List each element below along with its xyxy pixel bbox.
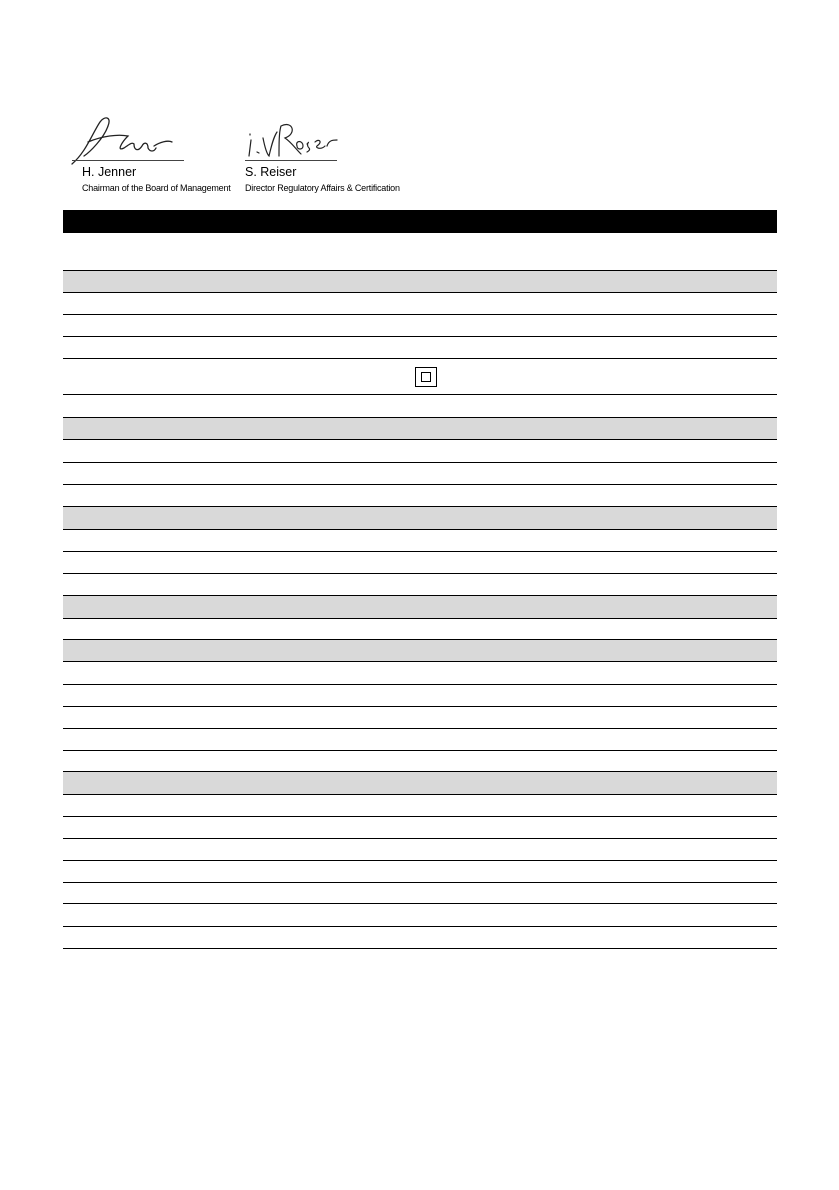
table-row — [63, 530, 777, 552]
table-row — [63, 861, 777, 883]
table-section-row — [63, 271, 777, 293]
table-section-row — [63, 418, 777, 440]
signatory-name: S. Reiser — [245, 165, 297, 179]
table-row — [63, 619, 777, 640]
table-section-row — [63, 640, 777, 662]
signatory-name: H. Jenner — [82, 165, 137, 179]
table-row — [63, 463, 777, 485]
table-section-row — [63, 507, 777, 530]
table-row — [63, 927, 777, 949]
class-ii-symbol-icon — [415, 367, 437, 387]
table-row — [63, 395, 777, 418]
signature-reiser-handwriting — [245, 118, 340, 164]
table-row — [63, 315, 777, 337]
table-row — [63, 552, 777, 574]
table-row — [63, 440, 777, 463]
table-header-bar — [63, 210, 777, 232]
table-row — [63, 232, 777, 271]
table-row — [63, 751, 777, 772]
table-row — [63, 574, 777, 596]
table-row — [63, 795, 777, 817]
table-row — [63, 359, 777, 395]
table-row — [63, 729, 777, 751]
table-row — [63, 485, 777, 507]
table-row — [63, 662, 777, 685]
data-table — [63, 210, 777, 949]
table-row — [63, 817, 777, 839]
table-row — [63, 293, 777, 315]
table-row — [63, 883, 777, 904]
table-section-row — [63, 772, 777, 795]
table-section-row — [63, 596, 777, 619]
table-row — [63, 839, 777, 861]
table-body — [63, 232, 777, 949]
table-row — [63, 904, 777, 927]
signature-underline — [72, 160, 184, 161]
table-row — [63, 337, 777, 359]
signature-jenner-handwriting — [68, 112, 178, 172]
signatory-role: Director Regulatory Affairs & Certification — [245, 183, 400, 193]
table-row — [63, 685, 777, 707]
signatory-role: Chairman of the Board of Management — [82, 183, 231, 193]
signature-underline — [245, 160, 337, 161]
table-row — [63, 707, 777, 729]
